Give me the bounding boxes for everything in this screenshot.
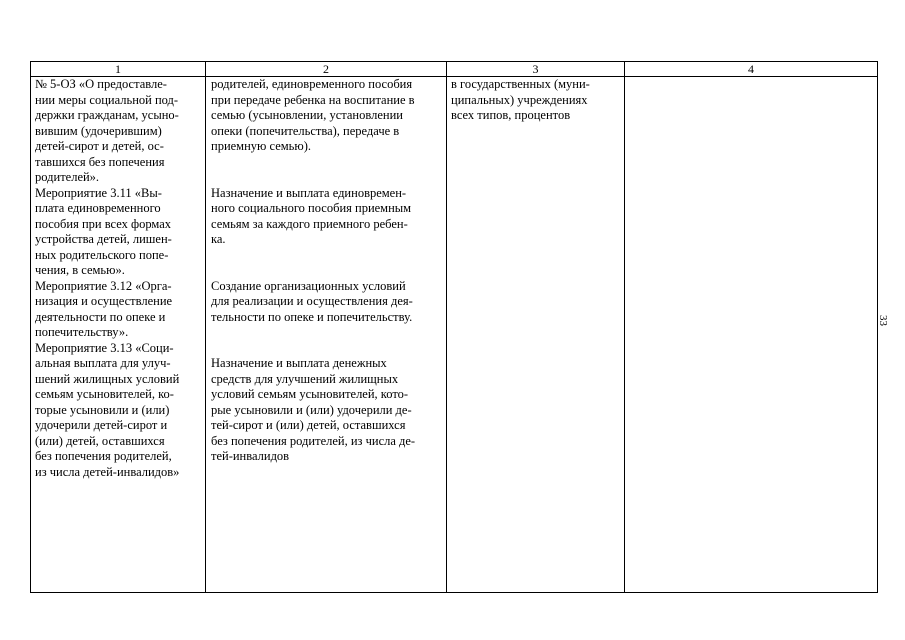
text-line: альная выплата для улуч- (35, 356, 171, 370)
text-line: детей-сирот и детей, ос- (35, 139, 164, 153)
column-header-3: 3 (447, 62, 625, 77)
column1-block-1 (31, 77, 205, 186)
text-line: устройства детей, лишен- (35, 232, 172, 246)
text-line: держки гражданам, усыно- (35, 108, 179, 122)
text-line: чения, в семью». (35, 263, 125, 277)
text-line: тей-инвалидов (211, 449, 290, 463)
text-line: Мероприятие 3.11 «Вы- (35, 185, 162, 200)
text-line: Создание организационных условий (211, 278, 406, 293)
column-header-4: 4 (625, 62, 878, 77)
column3-block-1 (447, 77, 624, 124)
text-line: тей-сирот и (или) детей, оставшихся (211, 418, 406, 432)
column1-block-3 (31, 279, 205, 341)
text-line: условий семьям усыновителей, кото- (211, 387, 409, 401)
column1-block-4 (31, 341, 205, 481)
text-line: родителей». (35, 170, 100, 184)
document-page (30, 61, 877, 593)
text-line: Мероприятие 3.13 «Соци- (35, 340, 174, 355)
text-line: плата единовременного (35, 201, 161, 215)
paragraph-gap (206, 155, 446, 186)
text-line: Мероприятие 3.12 «Орга- (35, 278, 172, 293)
text-line: без попечения родителей, из числа де- (211, 433, 416, 448)
table-row (31, 77, 878, 593)
text-line: № 5-ОЗ «О предоставле- (35, 77, 167, 91)
column2-block-2 (206, 186, 446, 248)
text-line: всех типов, процентов (451, 108, 571, 122)
column-header-1: 1 (31, 62, 206, 77)
text-line: в государственных (муни- (451, 77, 590, 91)
text-line: деятельности по опеке и (35, 309, 166, 324)
text-line: пособия при всех формах (35, 216, 172, 231)
paragraph-gap (206, 248, 446, 279)
text-line: Назначение и выплата единовремен- (211, 185, 407, 200)
column2-block-3 (206, 279, 446, 326)
text-line: вившим (удочерившим) (35, 123, 162, 138)
text-line: опеки (попечительства), передаче в (211, 123, 400, 138)
text-line: средств для улучшений жилищных (211, 371, 399, 386)
program-table (30, 61, 878, 593)
text-line: рые усыновили и (или) удочерили де- (211, 402, 412, 417)
text-line: шений жилищных условий (35, 371, 180, 386)
text-line: без попечения родителей, (35, 449, 172, 463)
text-line: ка. (211, 232, 226, 246)
text-line: торые усыновили и (или) (35, 402, 170, 417)
text-line: семьям за каждого приемного ребен- (211, 216, 408, 231)
text-line: тельности по опеке и попечительству. (211, 309, 413, 324)
text-line: для реализации и осуществления дея- (211, 294, 413, 308)
column2-block-1 (206, 77, 446, 155)
text-line: семьям усыновителей, ко- (35, 387, 174, 401)
cell-column-1 (31, 77, 206, 593)
header-row (31, 62, 878, 77)
text-line: ципальных) учреждениях (451, 92, 588, 107)
text-line: приемную семью). (211, 139, 311, 153)
text-line: низация и осуществление (35, 294, 173, 308)
paragraph-gap (206, 325, 446, 356)
cell-column-4 (625, 77, 878, 593)
text-line: (или) детей, оставшихся (35, 433, 165, 448)
cell-column-2 (206, 77, 447, 593)
text-line: попечительству». (35, 325, 129, 339)
text-line: Назначение и выплата денежных (211, 356, 387, 370)
text-line: ного социального пособия приемным (211, 201, 412, 215)
text-line: родителей, единовременного пособия (211, 77, 413, 91)
text-line: удочерили детей-сирот и (35, 418, 168, 432)
text-line: из числа детей-инвалидов» (35, 464, 180, 479)
page-number: 33 (877, 315, 889, 326)
text-line: тавшихся без попечения (35, 154, 165, 169)
text-line: при передаче ребенка на воспитание в (211, 92, 415, 107)
text-line: нии меры социальной под- (35, 92, 179, 107)
cell-column-3 (447, 77, 625, 593)
column1-block-2 (31, 186, 205, 279)
text-line: ных родительского попе- (35, 247, 169, 262)
text-line: семью (усыновлении, установлении (211, 108, 403, 122)
column-header-2: 2 (206, 62, 447, 77)
column2-block-4 (206, 356, 446, 465)
